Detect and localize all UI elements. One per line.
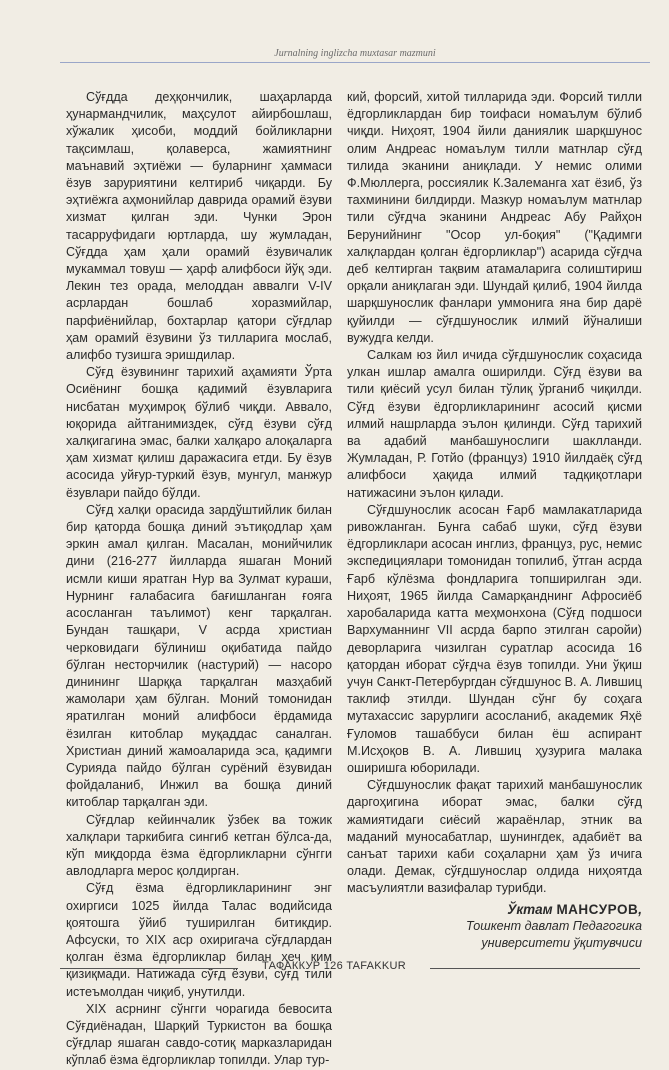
- affiliation-line: университети ўқитувчиси: [481, 935, 642, 950]
- header-divider: [60, 62, 650, 63]
- footer-rule-right: [430, 968, 640, 969]
- paragraph: Сўғд ёзувининг тарихий аҳамияти Ўрта Осиёнинг бошқа қадимий ёзувларига нисбатан муҳимроқ бўлиб чиқди. Аввало, юқорида айтганимиздек, сўғд ёзуви сўғд халқигагина эмас, балки халқаро алоқаларга ҳам хизмат қилиш даражасига етди. Бу ёзув асосида уйғур-туркий ёзув, мунгул, манжур ёзувлари пайдо бўлди.: [66, 365, 332, 500]
- paragraph-continuation: кий, форсий, хитой тилларида эди. Форсий тилли ёдгорликлардан бир тоифаси номаълум бўлиб чиқди. Ниҳоят, 1904 йили даниялик шарқшунос олим Андреас номаълум тилли матнлар сўғд тилида эканини аниқлади. У немис олими Ф.Мюллерга, россиялик К.Залеманга хат ёзиб, ўз тахминини билдирди. Мазкур номаълум матнлар тили сўғдча эканини Андреас Абу Райҳон Берунийнинг "Осор ул-боқия" ("Қадимги халқлардан қолган ёдгорликлар") асарида сўғдча деб келтирган тақвим атамаларига солиштириш орқали аниқлаган эди. Шундай қилиб, 1904 йилда шарқшунослик фанлари уммонига яна бир дарё қуйилди — сўғдшунослик илмий йўналиши вужудга келди.: [347, 90, 642, 345]
- footer-page-number: ТАФАККУР 126 TAFAKKUR: [261, 960, 407, 972]
- paragraph: Сўғдлар кейинчалик ўзбек ва тожик халқлари таркибига сингиб кетган бўлса-да, кўп миқдорда ёзма ёдгорликларни сўнгги авлодларга мерос қолдирган.: [66, 812, 332, 879]
- paragraph: XIX асрнинг сўнгги чорагида бевосита Сўғдиёнадан, Шарқий Туркистон ва бошқа сўғдлар яшаган савдо-сотиқ марказларидан кўплаб ёзма ёдгорликлар топилди. Улар тур-: [66, 1001, 332, 1068]
- paragraph: Сўғдда деҳқончилик, шаҳарларда ҳунармандчилик, маҳсулот айирбошлаш, хўжалик ҳисоби, моддий бойликларни тақсимлаш, қолаверса, жамиятнинг маънавий эҳтиёжи — буларнинг ҳаммаси ёзув заруриятини келтириб чиқарди. Бу эҳтиёжга аҳмонийлар даврида орамий ёзуви хизмат қилган эди. Чунки Эрон тасарруфидаги юртларда, шу жумладан, Сўғдда ҳам ҳали орамий ёзувичалик мукаммал товуш — ҳарф алифбоси йўқ эди. Лекин тез орада, мелоддан аввалги V-IV асрлардан бошлаб хоразмийлар, парфиёнийлар, бохтарлар қатори сўғдлар ҳам орамий ёзувини ўз тилларига мослаб, алифбо тузишга эришдилар.: [66, 90, 332, 363]
- author-given-name: Ўктам: [507, 901, 553, 917]
- author-surname: МАНСУРОВ: [556, 901, 639, 917]
- paragraph: Сўғд халқи орасида зардўштийлик билан бир қаторда бошқа диний эътиқодлар ҳам эркин амал қилган. Масалан, монийчилик дини (216-277 йилларда яшаган Моний исмли киши яратган Нур ва Зулмат кураши, Нурнинг ғалабасига бағишланган ғояга асосланган таълимот) кенг тарқалган. Бундан ташқари, V асрда христиан черковидаги бўлиниш оқибатида пайдо бўлган несторчилик (настурий) — насоро динининг Шарққа тарқалган мазҳабий жамолари ҳам бўлган. Моний томонидан яратилган моний алифбоси ёрдамида ёзилган китоблар муқаддас саналган. Христиан диний жамоаларида эса, қадимги Сурияда пайдо бўлган сурёний ёзувидан фойдаланиб, Инжил ва бошқа диний китоблар тарқалган эди.: [66, 502, 332, 810]
- paragraph: Сўғдшунослик фақат тарихий манбашунослик даргоҳигина иборат эмас, балки сўғд жамиятидаги сиёсий жараёнлар, этник ва маданий муносабатлар, шунингдек, адабиёт ва санъат тарихи каби соҳаларни ҳам ўз ичига олади. Демак, сўғдшунослар олдида ниҳоятда масъулиятли вазифалар турибди.: [347, 778, 642, 896]
- paragraph: Сўғдшунослик асосан Ғарб мамлакатларида ривожланган. Бунга сабаб шуки, сўғд ёзуви ёдгорликлари асосан инглиз, француз, рус, немис экспедициялари томонидан топилиб, ўтган асрда Ғарб кўлёзма фондларига топширилган эди. Ниҳоят, 1965 йилда Самарқанднинг Афросиёб харобаларида катта меҳмонхона (Сўғд подшоси Вархуманнинг VII асрда барпо этилган саройи) деворларига чизилган суратлар асосида 16 қатордан иборат сўғдча ёзув топилди. Уни ўқиш учун Санкт-Петербургдан сўғдшунос В. А. Лившиц таклиф этилди. Шундан сўнг бу соҳага мутахассис зарурлиги асосланиб, академик Яҳё Ғуломов ташаббуси билан ёш аспирант М.Исҳоқов В. А. Лившиц ҳузурига малака оширишга юборилади.: [347, 502, 642, 775]
- paragraph: Сўғд ёзма ёдгорликларининг энг охиргиси 1025 йилда Талас водийсида қоятошга ўйиб туширилган битикдир. Афсуски, то XIX аср охиригача сўғдлардан қолган ёзма ёдгорликлар билан ҳеч ким қизиқмади. Натижада сўғд ёзуви, сўғд тили истеъмолдан чиқиб, унутилди.: [66, 881, 332, 999]
- right-column: [347, 89, 642, 952]
- author-suffix: ,: [638, 901, 642, 917]
- footer-rule-left: [60, 968, 238, 969]
- author-signature: [347, 901, 642, 918]
- running-head: Jurnalning inglizcha muxtasar mazmuni: [274, 48, 436, 59]
- affiliation-line: Тошкент давлат Педагогика: [465, 918, 642, 933]
- author-affiliation: [347, 918, 642, 952]
- paragraph: Салкам юз йил ичида сўғдшунослик соҳасида улкан ишлар амалга оширилди. Сўғд ёзуви ва тили қиёсий усул билан тўлиқ ўрганиб чиқилди. Сўғд ёзуви ёдгорликларининг асосий қисми илмий нашрларда эълон қилинди. Сўғд тарихий ва адабий манбашунослиги шаклланди. Жумладан, Р. Готйо (француз) 1910 йилдаёқ сўғд алифбоси ҳақида илмий тадқиқотлари натижасини эълон қилади.: [347, 348, 642, 500]
- page-footer: [60, 960, 640, 976]
- left-column: [66, 89, 332, 1070]
